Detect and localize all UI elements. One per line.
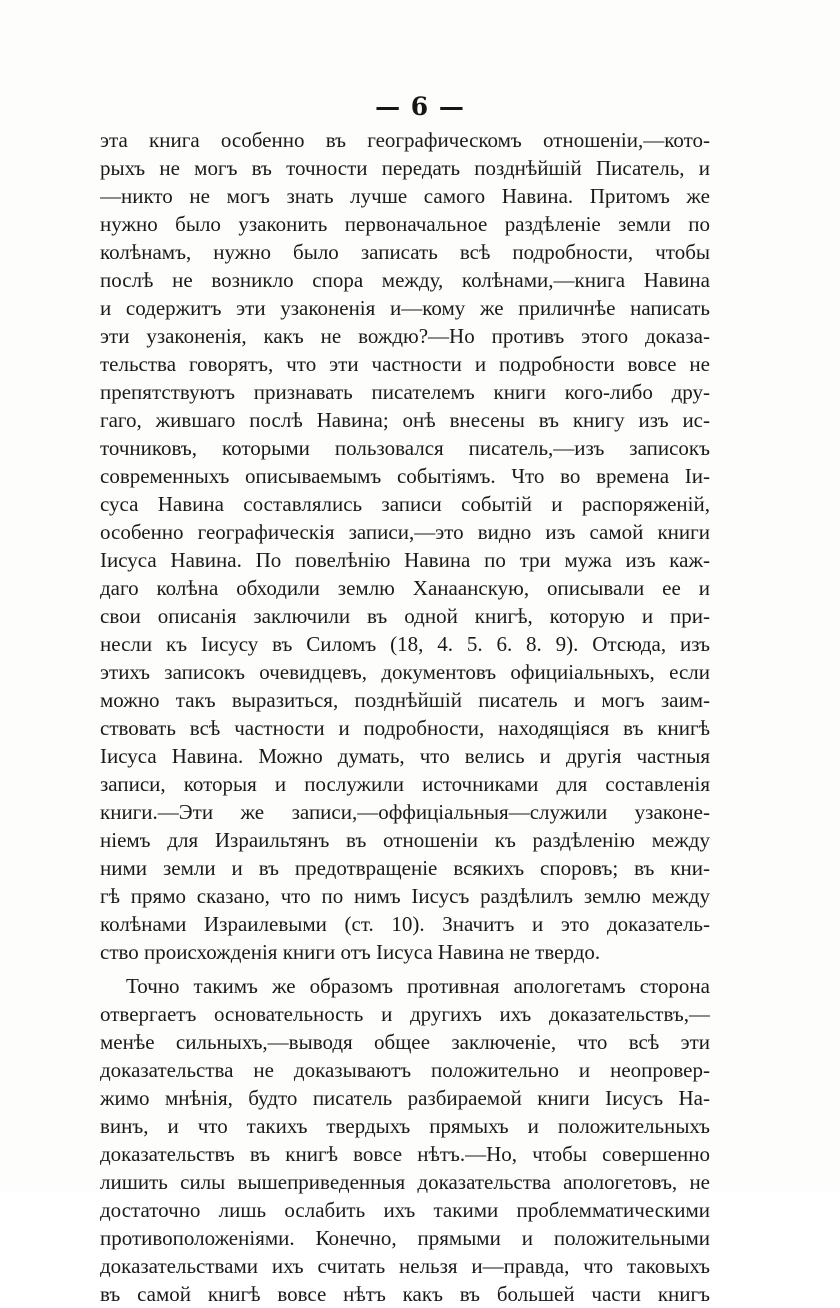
text-line: этихъ записокъ очевидцевъ, документовъ официіальныхъ, если xyxy=(100,660,710,684)
text-line: ствовать всѣ частности и подробности, находящіяся въ книгѣ xyxy=(100,716,710,740)
text-line: ство происхожденія книги отъ Іисуса Навина не твердо. xyxy=(100,940,601,964)
text-line: колѣнамъ, нужно было записать всѣ подробности, чтобы xyxy=(100,240,710,264)
text-line: доказательства не доказываютъ положительно и неопровер- xyxy=(100,1058,710,1082)
text-line: эта книга особенно въ географическомъ отношеніи,—кото- xyxy=(100,128,710,152)
text-line: и содержитъ эти узаконенія и—кому же приличнѣе написать xyxy=(100,296,710,320)
text-line: записи, которыя и послужили источниками для составленія xyxy=(100,772,710,796)
text-line: рыхъ не могъ въ точности передать позднѣйшій Писатель, и xyxy=(100,156,710,180)
text-line: современныхъ описываемымъ событіямъ. Что во времена Іи- xyxy=(100,464,710,488)
text-line: суса Навина составлялись записи событій и распоряженій, xyxy=(100,492,710,516)
text-line: жимо мнѣнія, будто писатель разбираемой книги Іисусъ На- xyxy=(100,1086,710,1110)
text-line: винъ, и что такихъ твердыхъ прямыхъ и положительныхъ xyxy=(100,1114,710,1138)
text-line: доказательствъ въ книгѣ вовсе нѣтъ.—Но, чтобы совершенно xyxy=(100,1142,710,1166)
text-line: колѣнами Израилевыми (ст. 10). Значитъ и это доказатель- xyxy=(100,912,710,936)
text-line: Іисуса Навина. По повелѣнію Навина по три мужа изъ каж- xyxy=(100,548,710,572)
text-line: гѣ прямо сказано, что по нимъ Іисусъ раздѣлилъ землю между xyxy=(100,884,710,908)
text-line: Точно такимъ же образомъ противная апологетамъ сторона xyxy=(126,974,710,998)
text-line: менѣе сильныхъ,—выводя общее заключеніе, что всѣ эти xyxy=(100,1030,710,1054)
text-line: несли къ Іисусу въ Силомъ (18, 4. 5. 6. 8. 9). Отсюда, изъ xyxy=(100,632,710,656)
text-line: особенно географическія записи,—это видно изъ самой книги xyxy=(100,520,710,544)
text-line: ними земли и въ предотвращеніе всякихъ споровъ; въ кни- xyxy=(100,856,710,880)
text-line: доказательствами ихъ считать нельзя и—правда, что таковыхъ xyxy=(100,1254,710,1278)
body-text xyxy=(100,126,710,1308)
text-line: тельства говорятъ, что эти частности и подробности вовсе не xyxy=(100,352,710,376)
text-line: гаго, жившаго послѣ Навина; онѣ внесены въ книгу изъ ис- xyxy=(100,408,710,432)
text-line: —никто не могъ знать лучше самого Навина. Притомъ же xyxy=(100,184,710,208)
text-line: въ самой книгѣ вовсе нѣтъ какъ въ большей части книгъ xyxy=(100,1282,710,1306)
paragraph-2 xyxy=(100,972,710,1308)
text-line: препятствуютъ признавать писателемъ книги кого-либо дру- xyxy=(100,380,710,404)
text-line: свои описанія заключили въ одной книгѣ, которую и при- xyxy=(100,604,710,628)
paragraph-1 xyxy=(100,126,710,966)
text-line: отвергаетъ основательность и другихъ ихъ доказательствъ,— xyxy=(100,1002,710,1026)
text-line: можно такъ выразиться, позднѣйшій писатель и могъ заим- xyxy=(100,688,710,712)
text-line: достаточно лишь ослабить ихъ такими проблемматическими xyxy=(100,1198,710,1222)
text-line: послѣ не возникло спора между, колѣнами,—книга Навина xyxy=(100,268,710,292)
text-line: лишить силы вышеприведенныя доказательства апологетовъ, не xyxy=(100,1170,710,1194)
text-line: эти узаконенія, какъ не вождю?—Но противъ этого доказа- xyxy=(100,324,710,348)
text-line: книги.—Эти же записи,—оффиціальныя—служили узаконе- xyxy=(100,800,710,824)
text-line: нужно было узаконить первоначальное раздѣленіе земли по xyxy=(100,212,710,236)
text-line: даго колѣна обходили землю Ханаанскую, описывали ее и xyxy=(100,576,710,600)
text-line: Іисуса Навина. Можно думать, что велись и другія частныя xyxy=(100,744,710,768)
text-line: точниковъ, которыми пользовался писатель,—изъ записокъ xyxy=(100,436,710,460)
page-number: — 6 — xyxy=(375,92,465,121)
text-line: ніемъ для Израильтянъ въ отношеніи къ раздѣленію между xyxy=(100,828,710,852)
text-line: противоположеніями. Конечно, прямыми и положительными xyxy=(100,1226,710,1250)
